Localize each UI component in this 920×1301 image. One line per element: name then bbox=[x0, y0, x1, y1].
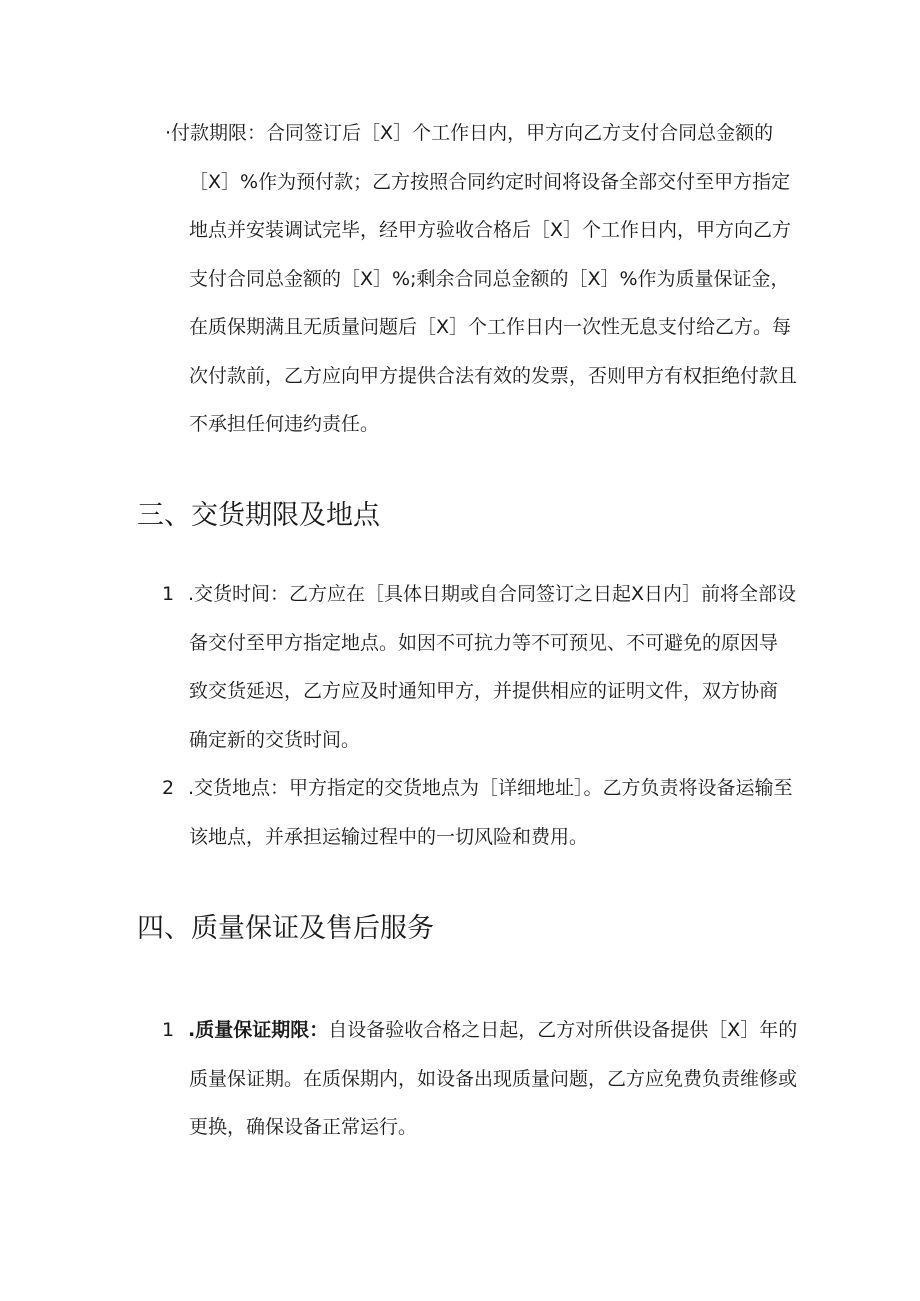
delivery-location-line-1: .交货地点：甲方指定的交货地点为［详细地址］。乙方负责将设备运输至 bbox=[188, 777, 793, 799]
warranty-period-line-3: 更换，确保设备正常运行。 bbox=[189, 1116, 418, 1138]
section-3-heading: 三、交货期限及地点 bbox=[137, 500, 380, 531]
payment-line-6: 次付款前，乙方应向甲方提供合法有效的发票，否则甲方有权拒绝付款且 bbox=[189, 364, 798, 387]
item-number: 2 bbox=[162, 777, 175, 799]
section-4-heading: 四、质量保证及售后服务 bbox=[137, 913, 434, 944]
payment-line-1: 付款期限：合同签订后［X］个工作日内，甲方向乙方支付合同总金额的 bbox=[171, 122, 774, 144]
warranty-period-item bbox=[162, 1006, 797, 1152]
payment-line-5: 在质保期满且无质量问题后［X］个工作日内一次性无息支付给乙方。每 bbox=[189, 316, 792, 338]
payment-terms-paragraph bbox=[165, 109, 797, 449]
payment-line-2: ［X］%作为预付款；乙方按照合同约定时间将设备全部交付至甲方指定 bbox=[189, 170, 791, 193]
delivery-time-line-2: 备交付至甲方指定地点。如因不可抗力等不可预见、不可避免的原因导 bbox=[189, 631, 779, 654]
delivery-location-item bbox=[162, 764, 793, 861]
delivery-time-line-1: .交货时间：乙方应在［具体日期或自合同签订之日起X日内］前将全部设 bbox=[188, 583, 797, 605]
payment-line-3: 地点并安装调试完毕，经甲方验收合格后［X］个工作日内，甲方向乙方 bbox=[189, 219, 792, 241]
delivery-time-line-4: 确定新的交货时间。 bbox=[189, 728, 361, 751]
delivery-time-item bbox=[162, 570, 796, 764]
delivery-time-line-3: 致交货延迟，乙方应及时通知甲方，并提供相应的证明文件，双方协商 bbox=[189, 680, 779, 702]
delivery-location-line-2: 该地点，并承担运输过程中的一切风险和费用。 bbox=[189, 825, 589, 848]
item-number: 1 bbox=[162, 1019, 175, 1041]
bullet-mark: · bbox=[165, 122, 172, 144]
warranty-period-line-2: 质量保证期。在质保期内，如设备出现质量问题，乙方应免费负责维修或 bbox=[189, 1067, 798, 1090]
warranty-period-line-1: 自设备验收合格之日起，乙方对所供设备提供［X］年的 bbox=[328, 1019, 798, 1041]
payment-line-4: 支付合同总金额的［X］%;剩余合同总金额的［X］%作为质量保证金， bbox=[189, 267, 790, 290]
payment-line-7: 不承担任何违约责任。 bbox=[189, 413, 380, 435]
item-number: 1 bbox=[162, 583, 175, 605]
warranty-period-label: .质量保证期限： bbox=[188, 1019, 329, 1041]
